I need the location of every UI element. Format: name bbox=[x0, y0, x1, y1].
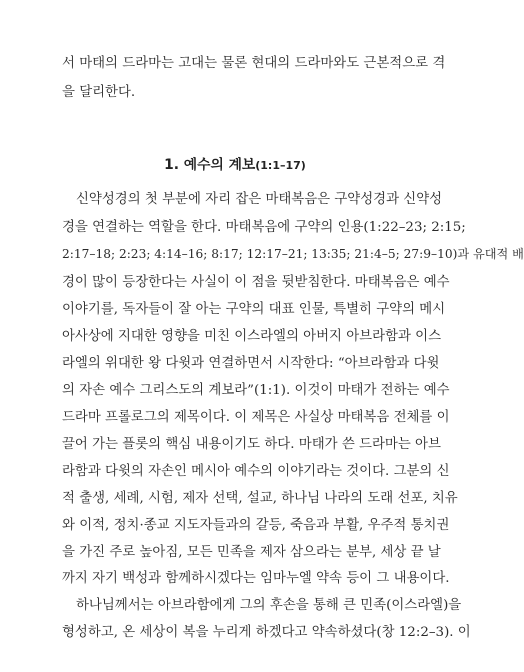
body-line: 끌어 가는 플롯의 핵심 내용이기도 하다. 마태가 쓴 드라마는 아브 bbox=[62, 437, 441, 452]
body-line: 신약성경의 첫 부분에 자리 잡은 마태복음은 구약성경과 신약성 bbox=[76, 192, 443, 207]
section-heading bbox=[0, 153, 470, 173]
body-line: 하나님께서는 아브라함에게 그의 후손을 통해 큰 민족(이스라엘)을 bbox=[76, 598, 462, 613]
body-line: 을 가진 주로 높아짐, 모든 민족을 제자 삼으라는 분부, 세상 끝 날 bbox=[62, 545, 441, 560]
section-reference: (1:1–17) bbox=[255, 159, 306, 172]
body-line: 2:17–18; 2:23; 4:14–16; 8:17; 12:17–21; 13:35; 21:4–5; 27:9–10)과 유대적 배 bbox=[62, 247, 524, 261]
body-line: 형성하고, 온 세상이 복을 누리게 하겠다고 약속하셨다(창 12:2–3). 이 bbox=[62, 625, 471, 640]
intro-line-1: 서 마태의 드라마는 고대는 물론 현대의 드라마와도 근본적으로 격 bbox=[62, 56, 446, 71]
body-line: 이야기를, 독자들이 잘 아는 구약의 대표 인물, 특별히 구약의 메시 bbox=[62, 302, 446, 317]
body-line: 의 자손 예수 그리스도의 계보라”(1:1). 이것이 마태가 전하는 예수 bbox=[62, 383, 450, 398]
body-line: 드라마 프롤로그의 제목이다. 이 제목은 사실상 마태복음 전체를 이 bbox=[62, 410, 450, 425]
body-line: 적 출생, 세례, 시험, 제자 선택, 설교, 하나님 나라의 도래 선포, 치유 bbox=[62, 491, 458, 506]
section-title: 1. 예수의 계보 bbox=[164, 157, 256, 173]
body-line: 까지 자기 백성과 함께하시겠다는 임마누엘 약속 등이 그 내용이다. bbox=[62, 571, 450, 586]
body-line: 아사상에 지대한 영향을 미친 이스라엘의 아버지 아브라함과 이스 bbox=[62, 329, 442, 344]
body-line: 경이 많이 등장한다는 사실이 이 점을 뒷받침한다. 마태복음은 예수 bbox=[62, 275, 450, 290]
body-line: 라함과 다윗의 자손인 메시아 예수의 이야기라는 것이다. 그분의 신 bbox=[62, 464, 450, 479]
body-line: 라엘의 위대한 왕 다윗과 연결하면서 시작한다: “아브라함과 다윗 bbox=[62, 356, 440, 371]
body-line: 와 이적, 정치·종교 지도자들과의 갈등, 죽음과 부활, 우주적 통치권 bbox=[62, 518, 450, 533]
body-line: 경을 연결하는 역할을 한다. 마태복음에 구약의 인용(1:22–23; 2:15; bbox=[62, 220, 466, 235]
intro-line-2: 을 달리한다. bbox=[62, 85, 136, 100]
